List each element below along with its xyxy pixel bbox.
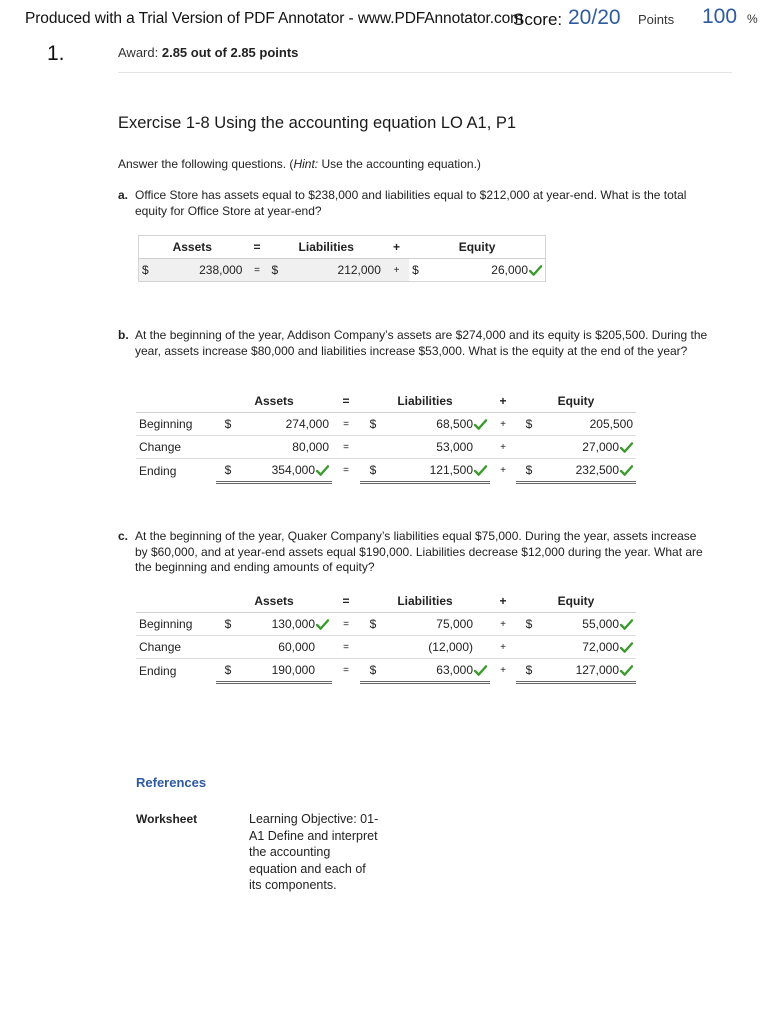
checkmark-icon: [529, 265, 542, 276]
currency-cell: $: [216, 459, 240, 483]
currency-cell: $: [360, 459, 386, 483]
table-row: [136, 459, 636, 483]
plus-sign: +: [490, 436, 516, 459]
score-value: 20/20: [568, 6, 621, 29]
table-c: [136, 590, 636, 684]
row-label-header: [136, 590, 216, 613]
currency-cell: $: [216, 613, 240, 636]
liabilities-value: [386, 436, 490, 459]
assets-answer: 354,000: [271, 463, 315, 477]
liabilities-answer-cell[interactable]: [386, 459, 490, 483]
points-label: Points: [638, 12, 675, 27]
header-plus: +: [384, 236, 409, 259]
checkmark-icon: [620, 619, 633, 630]
intro-hint: Hint:: [293, 157, 319, 171]
question-a-label: a.: [118, 188, 129, 202]
currency-cell: [516, 436, 542, 459]
currency-cell: $: [269, 259, 296, 282]
liabilities-value: 212,000: [296, 259, 384, 282]
assets-answer: 130,000: [271, 617, 315, 631]
currency-cell: $: [360, 613, 386, 636]
currency-cell: [360, 436, 386, 459]
header-equals: =: [332, 390, 360, 413]
currency-cell: $: [516, 659, 542, 683]
row-label: Ending: [139, 463, 177, 478]
currency-cell: $: [516, 413, 542, 436]
learning-objective: Learning Objective: 01-A1 Define and interpret the accounting equation and each of its components.: [249, 812, 379, 893]
table-row: [136, 636, 636, 659]
question-c-text: At the beginning of the year, Quaker Company’s liabilities equal $75,000. During the year, assets increase by $60,000, and at year-end assets equal $190,000. Liabilities decrease $12,000 during the year. What are the beginning and ending amounts of equity?: [135, 529, 703, 574]
currency-cell: $: [516, 459, 542, 483]
plus-sign: +: [500, 465, 506, 477]
equity-answer-cell[interactable]: [542, 613, 636, 636]
equals-sign: =: [332, 613, 360, 636]
assets-value: 80,000: [240, 436, 332, 459]
trial-watermark: Produced with a Trial Version of PDF Annotator - www.PDFAnnotator.com: [25, 10, 523, 27]
equity-answer-cell[interactable]: [436, 259, 545, 282]
liabilities-value: [386, 636, 490, 659]
currency-cell: $: [139, 259, 166, 282]
score-label: Score:: [513, 10, 563, 29]
equity-answer-cell[interactable]: [542, 459, 636, 483]
table-a: [138, 235, 546, 282]
award-value: 2.85 out of 2.85 points: [161, 45, 299, 60]
instructions: [118, 157, 481, 171]
currency-cell: $: [216, 413, 240, 436]
intro-suffix: Use the accounting equation.): [318, 157, 481, 171]
equity-answer: 232,500: [575, 463, 619, 477]
assets-value: 238,000: [166, 259, 246, 282]
liabilities-answer: 121,500: [429, 463, 473, 477]
plus-sign: +: [490, 613, 516, 636]
assets-value: [240, 659, 332, 683]
question-number: 1.: [47, 42, 65, 65]
equals-sign: =: [245, 259, 268, 282]
equals-sign: =: [332, 436, 360, 459]
table-row: [136, 436, 636, 459]
header-equals: =: [245, 236, 268, 259]
plus-sign: +: [490, 413, 516, 436]
worksheet-label: Worksheet: [136, 812, 198, 826]
currency-cell: $: [516, 613, 542, 636]
liabilities-answer-cell[interactable]: [386, 413, 490, 436]
assets-answer-cell[interactable]: [240, 459, 332, 483]
row-label: Beginning: [136, 613, 216, 636]
assets-value: 274,000: [240, 413, 332, 436]
header-assets: Assets: [216, 590, 332, 613]
liabilities-value-text: 53,000: [436, 440, 473, 454]
question-b-text: At the beginning of the year, Addison Company’s assets are $274,000 and its equity is $205,500. During the year, assets increase $80,000 and liabilities increase $53,000. What is the equity at the end of the year?: [135, 328, 708, 358]
question-c-label: c.: [118, 529, 129, 543]
checkmark-icon: [474, 665, 487, 676]
header-liabilities: Liabilities: [360, 390, 490, 413]
row-label: Change: [136, 636, 216, 659]
checkmark-icon: [474, 465, 487, 476]
question-a: [118, 188, 708, 219]
equity-value: 205,500: [542, 413, 636, 436]
references-link[interactable]: References: [136, 775, 207, 790]
liabilities-answer-cell[interactable]: [386, 659, 490, 683]
currency-cell: [216, 436, 240, 459]
currency-cell: $: [360, 413, 386, 436]
checkmark-icon: [620, 665, 633, 676]
checkmark-icon: [316, 619, 329, 630]
header-equals: =: [332, 590, 360, 613]
currency-cell: $: [216, 659, 240, 683]
equity-answer-cell[interactable]: [542, 659, 636, 683]
currency-cell: $: [412, 263, 419, 277]
equity-answer: 26,000: [491, 263, 528, 277]
question-a-text: Office Store has assets equal to $238,000 and liabilities equal to $212,000 at year-end. What is the total equity for Office Store at year-end?: [135, 188, 687, 218]
equals-sign: =: [343, 465, 349, 477]
percent-value: 100: [702, 5, 738, 28]
header-assets: Assets: [216, 390, 332, 413]
currency-cell: [216, 636, 240, 659]
liabilities-value-text: (12,000): [428, 640, 473, 654]
row-label-header: [136, 390, 216, 413]
assets-answer-cell[interactable]: [240, 613, 332, 636]
checkmark-icon: [474, 419, 487, 430]
row-label: Change: [136, 436, 216, 459]
header-assets: Assets: [139, 236, 246, 259]
header-equity: Equity: [516, 590, 636, 613]
table-row: [136, 659, 636, 683]
table-row: [136, 613, 636, 636]
plus-sign: +: [500, 665, 506, 677]
header-liabilities: Liabilities: [269, 236, 384, 259]
header-plus: +: [490, 590, 516, 613]
table-b: [136, 390, 636, 484]
equity-answer: 72,000: [582, 640, 619, 654]
liabilities-value: [386, 613, 490, 636]
row-label: Ending: [139, 663, 177, 678]
equals-sign: =: [343, 665, 349, 677]
exercise-title: Exercise 1-8 Using the accounting equation LO A1, P1: [118, 114, 517, 132]
currency-cell: [516, 636, 542, 659]
percent-sign: %: [747, 12, 758, 26]
header-liabilities: Liabilities: [360, 590, 490, 613]
assets-value-text: 60,000: [278, 640, 315, 654]
equals-sign: =: [332, 636, 360, 659]
intro-prefix: Answer the following questions. (: [118, 157, 294, 171]
assets-value: [240, 636, 332, 659]
question-b: [118, 328, 708, 359]
liabilities-value-text: 75,000: [436, 617, 473, 631]
row-label: Beginning: [136, 413, 216, 436]
question-b-label: b.: [118, 328, 129, 342]
checkmark-icon: [620, 642, 633, 653]
plus-sign: +: [490, 636, 516, 659]
header-equity: Equity: [516, 390, 636, 413]
assets-value-text: 190,000: [271, 663, 315, 677]
liabilities-answer: 63,000: [436, 663, 473, 677]
checkmark-icon: [620, 442, 633, 453]
header-plus: +: [490, 390, 516, 413]
table-row: [136, 413, 636, 436]
equity-answer: 127,000: [575, 663, 619, 677]
question-c: [118, 529, 708, 576]
award-text: [118, 45, 298, 60]
currency-cell: [360, 636, 386, 659]
currency-cell: $: [360, 659, 386, 683]
equity-answer: 27,000: [582, 440, 619, 454]
header-equity: Equity: [409, 236, 545, 259]
equity-answer: 55,000: [582, 617, 619, 631]
liabilities-answer: 68,500: [436, 417, 473, 431]
equals-sign: =: [332, 413, 360, 436]
equity-answer-cell[interactable]: [542, 636, 636, 659]
checkmark-icon: [316, 465, 329, 476]
checkmark-icon: [620, 465, 633, 476]
divider: [118, 72, 732, 73]
plus-sign: +: [384, 259, 409, 282]
award-prefix: Award:: [118, 45, 159, 60]
equity-answer-cell[interactable]: [542, 436, 636, 459]
